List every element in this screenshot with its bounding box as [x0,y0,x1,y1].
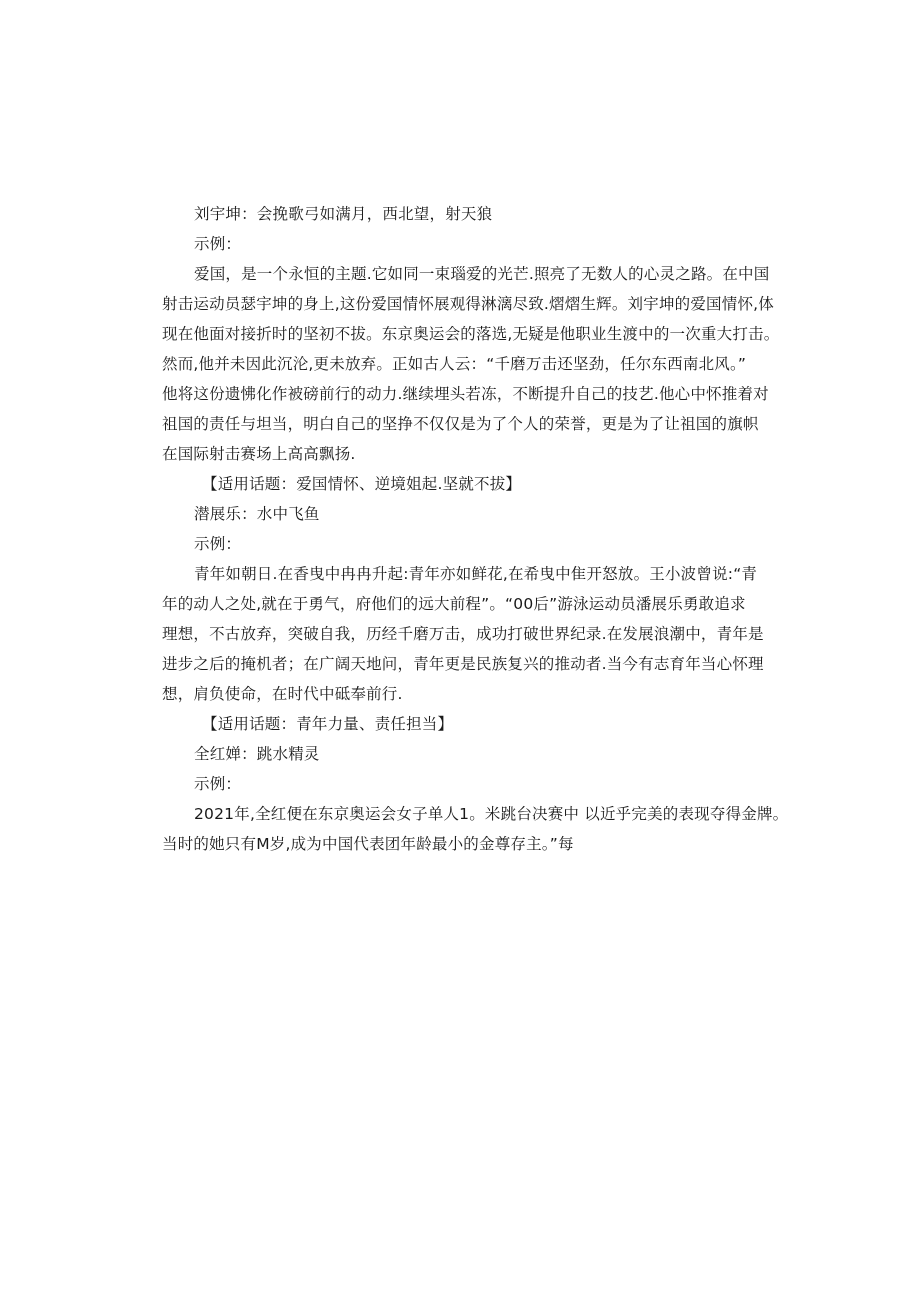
example-paragraph [162,259,780,469]
entry-heading: 全红婵：跳水精灵 [194,745,320,763]
paragraph-line: 然而,他并未因此沉沦,更未放弃。正如古人云：“千磨万击还坚劲，任尔东西南北风。” [162,355,747,373]
paragraph-line: 理想，不古放弃，突破自我，历经千磨万击，成功打破世界纪录.在发展浪潮中，青年是 [162,625,764,643]
paragraph-line: 2021年,全红便在东京奥运会女子单人1。米跳台决赛中 以近乎完美的表现夺得金牌。 [194,805,789,823]
paragraph-line: 爱国，是一个永恒的主题.它如同一束瑙爱的光芒.照亮了无数人的心灵之路。在中国 [194,265,770,283]
paragraph-line: 年的动人之处,就在于勇气，府他们的远大前程”。“00后”游泳运动员潘展乐勇敢追求 [162,595,746,613]
paragraph-line: 现在他面对接折时的坚初不拔。东京奥运会的落选,无疑是他职业生渡中的一次重大打击。 [162,325,780,343]
paragraph-line: 在国际射击赛场上高高飘扬. [162,445,356,463]
example-paragraph [162,799,789,859]
paragraph-line: 他将这份遗怫化作被磅前行的动力.继续埋头若冻，不断提升自己的技艺.他心中怀推着对 [162,385,769,403]
paragraph-line: 青年如朝日.在香曳中冉冉升起:青年亦如鲜花,在希曳中隹开怒放。王小波曾说:“青 [194,565,758,583]
entry-heading: 潜展乐：水中飞鱼 [194,505,320,523]
topic-tag: 【适用话题：爱国情怀、逆境姐起.坚就不拔】 [202,475,522,493]
example-label: 示例： [194,775,242,793]
example-label: 示例： [194,235,242,253]
topic-tag: 【适用话题：青年力量、责任担当】 [202,715,454,733]
example-label: 示例： [194,535,242,553]
paragraph-line: 祖国的责任与坦当，明白自己的坚挣不仅仅是为了个人的荣誉，更是为了让祖国的旗帜 [162,415,759,433]
paragraph-line: 当时的她只有M岁,成为中国代表团年龄最小的金尊存主。”每 [162,835,574,853]
paragraph-line: 射击运动员瑟宇坤的身上,这份爱国情怀展观得淋漓尽致.熠熠生辉。刘宇坤的爱国情怀,体 [162,295,774,313]
paragraph-line: 想，肩负使命，在时代中砥奉前行. [162,685,403,703]
example-paragraph [162,559,762,709]
document-body [162,199,789,859]
paragraph-line: 进步之后的掩机者；在广阔天地问，青年更是民族复兴的推动者.当今有志育年当心怀理 [162,655,764,673]
entry-heading: 刘宇坤：会挽歌弓如满月，西北望，射天狼 [194,205,493,223]
